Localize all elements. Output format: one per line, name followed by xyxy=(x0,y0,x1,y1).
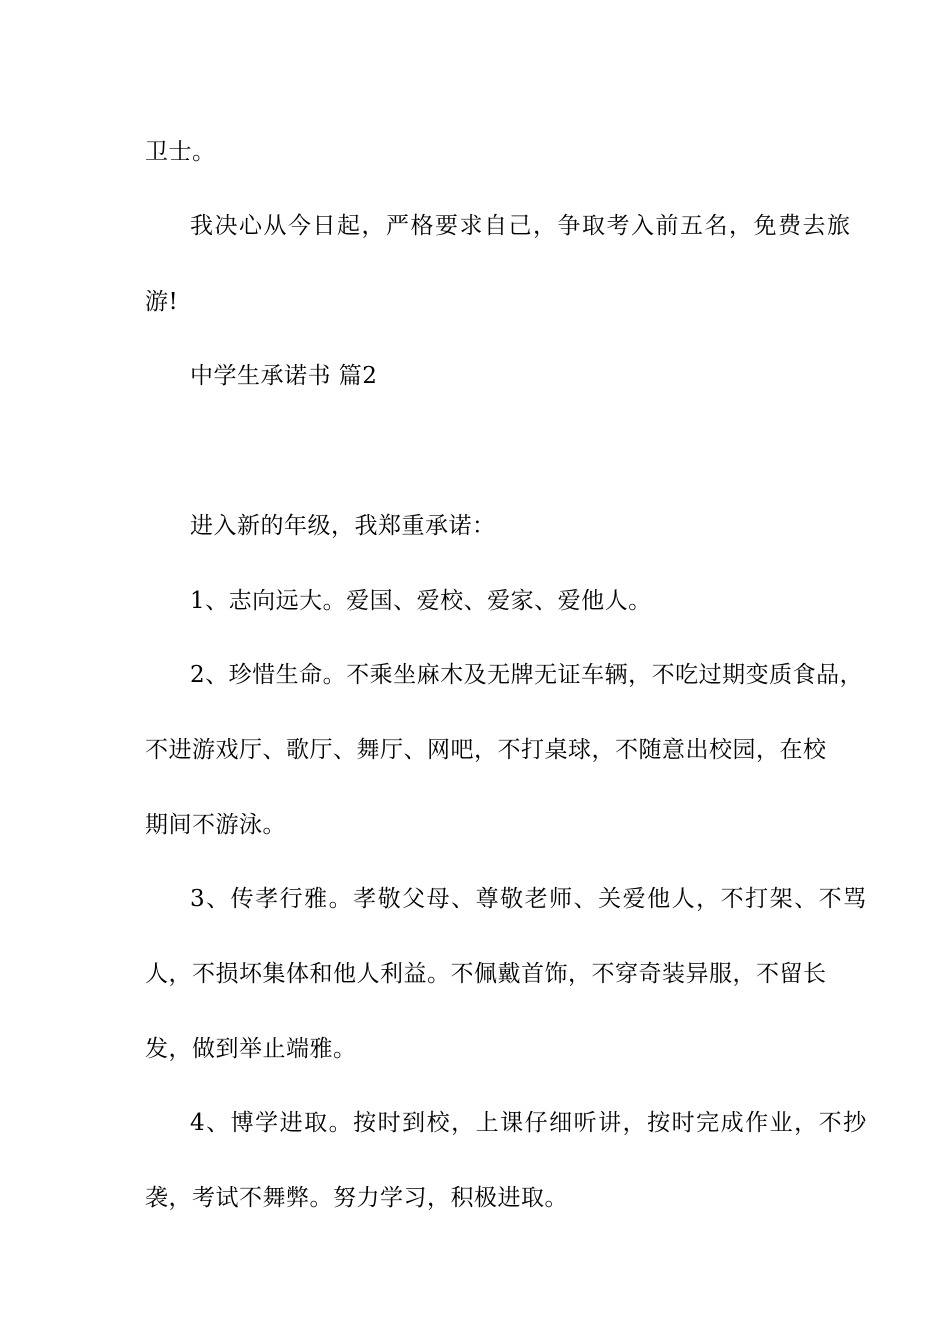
text-line: 期间不游泳。 xyxy=(145,812,286,838)
text-line: 人，不损坏集体和他人利益。不佩戴首饰，不穿奇装异服，不留长 xyxy=(145,961,827,987)
list-item: 3、传孝行雅。孝敬父母、尊敬老师、关爱他人，不打架、不骂 xyxy=(190,886,868,912)
list-item: 1、志向远大。爱国、爱校、爱家、爱他人。 xyxy=(190,588,652,614)
text-line: 不进游戏厅、歌厅、舞厅、网吧，不打桌球，不随意出校园，在校 xyxy=(145,737,827,763)
list-item: 2、珍惜生命。不乘坐麻木及无牌无证车辆，不吃过期变质食品， xyxy=(190,662,864,688)
list-item: 4、博学进取。按时到校，上课仔细听讲，按时完成作业，不抄 xyxy=(190,1110,868,1136)
text-line: 卫士。 xyxy=(145,139,216,165)
section-heading: 中学生承诺书 篇2 xyxy=(190,363,378,389)
text-line: 游! xyxy=(145,289,179,315)
text-line: 进入新的年级，我郑重承诺： xyxy=(190,513,496,539)
text-line: 我决心从今日起，严格要求自己，争取考入前五名，免费去旅 xyxy=(190,213,852,239)
text-line: 发，做到举止端雅。 xyxy=(145,1036,357,1062)
text-line: 袭，考试不舞弊。努力学习，积极进取。 xyxy=(145,1185,568,1211)
